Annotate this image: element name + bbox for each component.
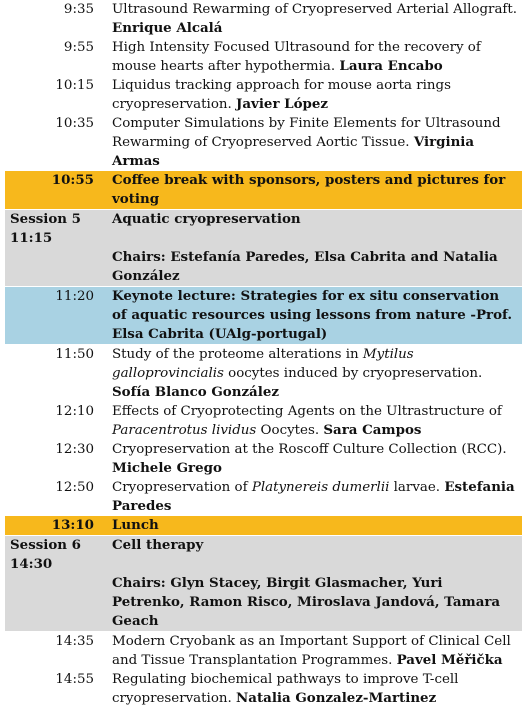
talk-row bbox=[5, 114, 522, 171]
session-5-header bbox=[5, 210, 522, 287]
time-label: 12:50 bbox=[55, 480, 94, 495]
speaker-name: Virginia Armas bbox=[112, 134, 475, 169]
keynote-title: Keynote lecture: Strategies for ex situ conservation of aquatic resources using lessons from nature -Prof. Elsa Cabrita (UAlg-portugal) bbox=[112, 288, 512, 342]
talk-title: Modern Cryobank as an Important Support of Clinical Cell and Tissue Transplantation Programmes. bbox=[112, 634, 511, 668]
talk-title-post: Oocytes. bbox=[256, 423, 324, 438]
time-label: 10:15 bbox=[55, 78, 94, 93]
talk-row bbox=[5, 632, 522, 670]
talk-entry bbox=[102, 0, 522, 38]
lunch-row bbox=[5, 516, 522, 536]
species-name: Mytilus galloprovincialis bbox=[112, 347, 414, 381]
keynote-row bbox=[5, 287, 522, 345]
talk-row bbox=[5, 440, 522, 478]
time-label: 12:10 bbox=[55, 404, 94, 419]
talk-entry bbox=[102, 76, 522, 114]
talk-entry bbox=[102, 114, 522, 171]
talk-title: Cryopreservation at the Roscoff Culture Collection (RCC). bbox=[112, 442, 507, 457]
coffee-break-row bbox=[5, 171, 522, 210]
talk-title: Regulating biochemical pathways to improve T-cell cryopreservation. bbox=[112, 672, 459, 706]
talk-row bbox=[5, 402, 522, 440]
talk-entry bbox=[102, 440, 522, 478]
session-time: 11:15 bbox=[10, 230, 53, 246]
program-table bbox=[5, 0, 522, 708]
session-chairs: Chairs: Glyn Stacey, Birgit Glasmacher, Yuri Petrenko, Ramon Risco, Miroslava Jandová, Tamara Geach bbox=[112, 575, 501, 629]
talk-row bbox=[5, 0, 522, 38]
time-label: 10:55 bbox=[51, 172, 94, 188]
speaker-name: Natalia Gonzalez-Martinez bbox=[236, 690, 437, 706]
speaker-name: Enrique Alcalá bbox=[112, 20, 223, 36]
time-label: 9:55 bbox=[63, 40, 94, 55]
time-label: 11:50 bbox=[55, 347, 94, 362]
time-label: 12:30 bbox=[55, 442, 94, 457]
session-label bbox=[5, 210, 102, 286]
session-6-header bbox=[5, 536, 522, 632]
session-label bbox=[5, 536, 102, 631]
talk-entry bbox=[102, 670, 522, 708]
talk-title-pre: Study of the proteome alterations in bbox=[112, 347, 363, 362]
talk-row bbox=[5, 670, 522, 708]
talk-entry bbox=[102, 632, 522, 670]
session-info bbox=[102, 536, 522, 631]
talk-entry bbox=[102, 402, 522, 440]
talk-title: Ultrasound Rewarming of Cryopreserved Arterial Allograft. bbox=[112, 2, 518, 17]
talk-row bbox=[5, 478, 522, 516]
time-label: 11:20 bbox=[55, 289, 94, 304]
talk-title-pre: Effects of Cryoprotecting Agents on the Ultrastructure of bbox=[112, 404, 502, 419]
speaker-name: Sofía Blanco González bbox=[112, 384, 279, 400]
speaker-name: Michele Grego bbox=[112, 460, 222, 476]
talk-title: Liquidus tracking approach for mouse aorta rings cryopreservation. bbox=[112, 78, 451, 112]
time-label: 10:35 bbox=[55, 116, 94, 131]
speaker-name: Laura Encabo bbox=[339, 58, 443, 74]
session-info bbox=[102, 210, 522, 286]
time-label: 13:10 bbox=[51, 517, 94, 533]
session-title: Aquatic cryopreservation bbox=[112, 211, 301, 227]
speaker-name: Estefania Paredes bbox=[112, 479, 515, 514]
species-name: Platynereis dumerlii bbox=[251, 480, 390, 495]
talk-entry bbox=[102, 38, 522, 76]
talk-row bbox=[5, 345, 522, 402]
speaker-name: Sara Campos bbox=[323, 422, 422, 438]
talk-row bbox=[5, 76, 522, 114]
session-number: Session 6 bbox=[10, 537, 82, 553]
speaker-name: Pavel Měřička bbox=[396, 652, 503, 668]
talk-title: Computer Simulations by Finite Elements for Ultrasound Rewarming of Cryopreserved Aortic Tissue. bbox=[112, 116, 501, 150]
talk-title-pre: Cryopreservation of bbox=[112, 480, 252, 495]
talk-title-post: oocytes induced by cryopreservation. bbox=[223, 366, 483, 381]
talk-row bbox=[5, 38, 522, 76]
talk-entry bbox=[102, 345, 522, 402]
session-title: Cell therapy bbox=[112, 537, 204, 553]
time-label: 14:35 bbox=[55, 634, 94, 649]
session-time: 14:30 bbox=[10, 556, 53, 572]
talk-entry bbox=[102, 478, 522, 516]
talk-title-post: larvae. bbox=[389, 480, 445, 495]
session-number: Session 5 bbox=[10, 211, 82, 227]
speaker-name: Javier López bbox=[236, 96, 328, 112]
session-chairs: Chairs: Estefanía Paredes, Elsa Cabrita and Natalia González bbox=[112, 249, 498, 284]
break-title: Coffee break with sponsors, posters and pictures for voting bbox=[112, 172, 506, 207]
break-title: Lunch bbox=[112, 517, 159, 533]
time-label: 14:55 bbox=[55, 672, 94, 687]
time-label: 9:35 bbox=[63, 2, 94, 17]
talk-title: High Intensity Focused Ultrasound for the recovery of mouse hearts after hypothermia. bbox=[112, 40, 481, 74]
species-name: Paracentrotus lividus bbox=[112, 423, 257, 438]
